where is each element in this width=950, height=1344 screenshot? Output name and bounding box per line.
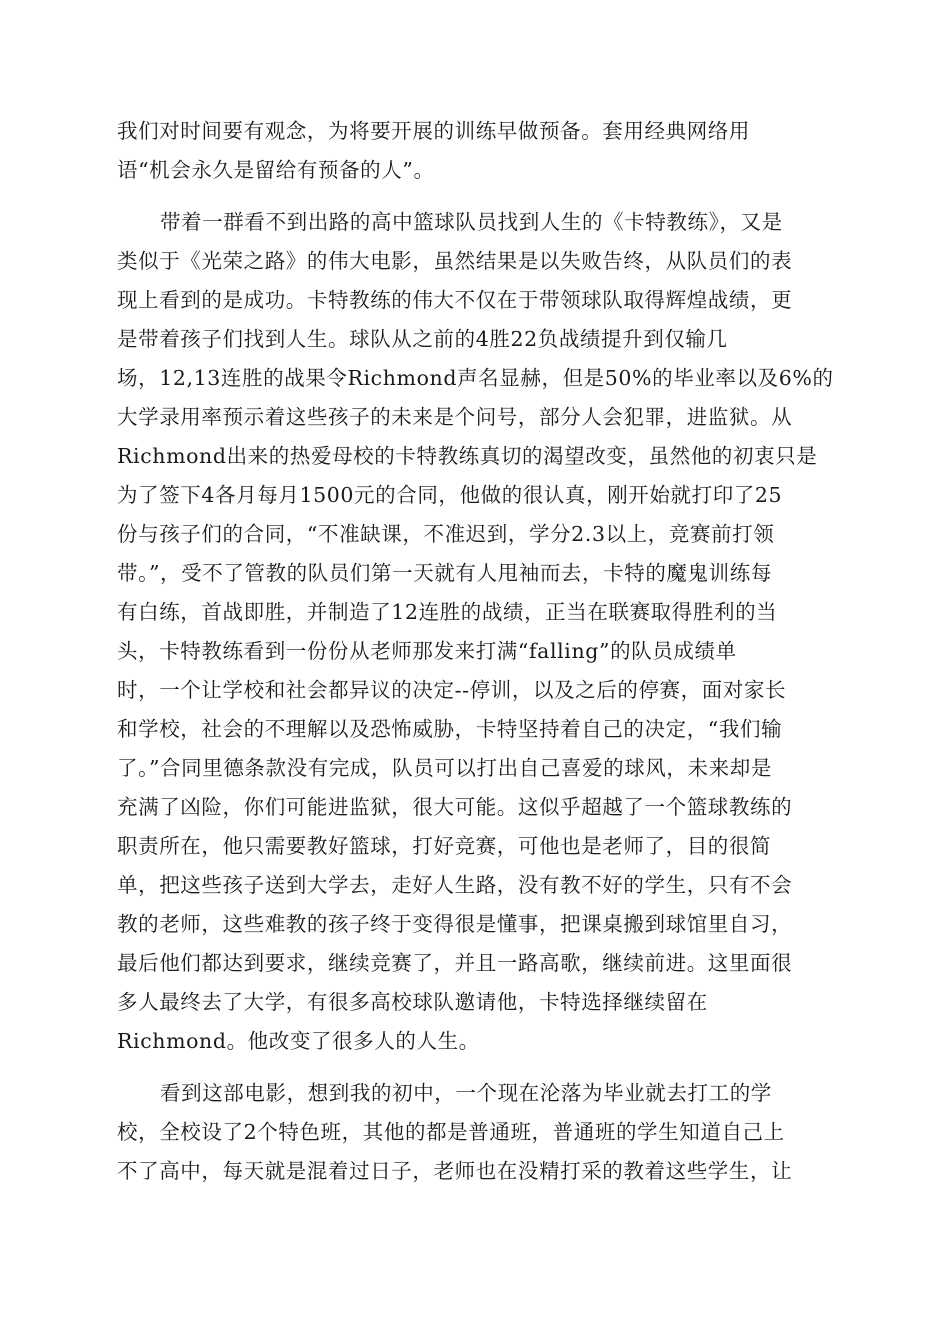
paragraph-2-line-11: 有白练，首战即胜，并制造了12连胜的战绩，正当在联赛取得胜利的当 [117, 600, 778, 624]
paragraph-2-line-18: 单，把这些孩子送到大学去，走好人生路，没有教不好的学生，只有不会 [117, 873, 793, 897]
paragraph-2-line-21: 多人最终去了大学，有很多高校球队邀请他，卡特选择继续留在 [117, 990, 708, 1014]
paragraph-2-line-2: 类似于《光荣之路》的伟大电影，虽然结果是以失败告终，从队员们的表 [117, 249, 793, 273]
paragraph-1-line-2: 语“机会永久是留给有预备的人”。 [117, 158, 435, 182]
paragraph-2-line-4: 是带着孩子们找到人生。球队从之前的4胜22负战绩提升到仅输几 [117, 327, 728, 351]
paragraph-2-line-15: 了。”合同里德条款没有完成，队员可以打出自己喜爱的球风，未来却是 [117, 756, 772, 780]
paragraph-2-line-7: Richmond出来的热爱母校的卡特教练真切的渴望改变，虽然他的初衷只是 [117, 444, 818, 468]
paragraph-2-line-16: 充满了凶险，你们可能进监狱，很大可能。这似乎超越了一个篮球教练的 [117, 795, 793, 819]
paragraph-2-line-17: 职责所在，他只需要教好篮球，打好竞赛，可他也是老师了，目的很简 [117, 834, 772, 858]
paragraph-2-line-20: 最后他们都达到要求，继续竞赛了，并且一路高歌，继续前进。这里面很 [117, 951, 793, 975]
paragraph-3-line-3: 不了高中，每天就是混着过日子，老师也在没精打采的教着这些学生，让 [117, 1159, 793, 1183]
paragraph-2-line-5: 场，12,13连胜的战果令Richmond声名显赫，但是50%的毕业率以及6%的 [117, 366, 834, 390]
paragraph-2-line-10: 带。”，受不了管教的队员们第一天就有人甩袖而去，卡特的魔鬼训练每 [117, 561, 772, 585]
paragraph-2-line-12: 头，卡特教练看到一份份从老师那发来打满“falling”的队员成绩单 [117, 639, 737, 663]
paragraph-2-line-1: 带着一群看不到出路的高中篮球队员找到人生的《卡特教练》，又是 [160, 210, 783, 234]
paragraph-2-line-9: 份与孩子们的合同，“不准缺课，不准迟到，学分2.3以上，竞赛前打领 [117, 522, 775, 546]
paragraph-2-line-6: 大学录用率预示着这些孩子的未来是个问号，部分人会犯罪，进监狱。从 [117, 405, 793, 429]
paragraph-2-line-3: 现上看到的是成功。卡特教练的伟大不仅在于带领球队取得辉煌战绩，更 [117, 288, 793, 312]
paragraph-3-line-2: 校，全校设了2个特色班，其他的都是普通班，普通班的学生知道自己上 [117, 1120, 785, 1144]
paragraph-2-line-19: 教的老师，这些难教的孩子终于变得很是懂事，把课桌搬到球馆里自习， [117, 912, 793, 936]
paragraph-2-line-8: 为了签下4各月每月1500元的合同，他做的很认真，刚开始就打印了25 [117, 483, 783, 507]
paragraph-2-line-13: 时，一个让学校和社会都异议的决定--停训，以及之后的停赛，面对家长 [117, 678, 787, 702]
paragraph-3-line-1: 看到这部电影，想到我的初中，一个现在沦落为毕业就去打工的学 [160, 1081, 772, 1105]
paragraph-1-line-1: 我们对时间要有观念，为将要开展的训练早做预备。套用经典网络用 [117, 119, 750, 143]
paragraph-2-line-14: 和学校，社会的不理解以及恐怖威胁，卡特坚持着自己的决定，“我们输 [117, 717, 783, 741]
paragraph-2-line-22: Richmond。他改变了很多人的人生。 [117, 1029, 480, 1053]
